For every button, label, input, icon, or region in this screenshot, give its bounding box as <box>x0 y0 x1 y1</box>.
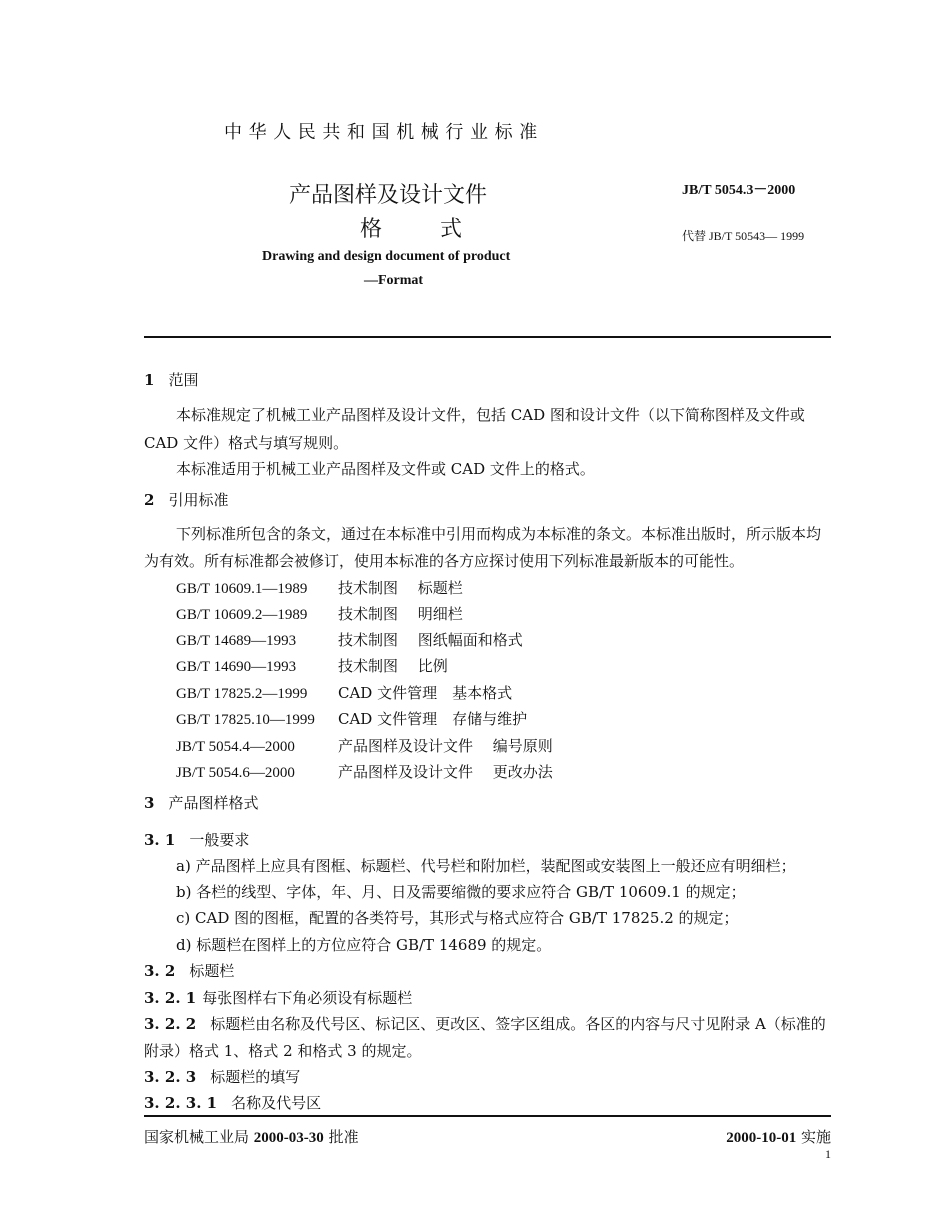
reference-code: JB/T 5054.4—2000 <box>176 739 295 755</box>
section-number: 3. 2 <box>144 962 176 980</box>
subsection-3-2-1 <box>144 987 412 1008</box>
reference-title: 技术制图 标题栏 <box>338 579 463 597</box>
section-title: 标题栏 <box>189 962 235 980</box>
section-number: 3. 2. 3 <box>144 1068 197 1086</box>
subtitle-en: —Format <box>364 273 424 288</box>
reference-item <box>176 655 448 676</box>
approve-date: 2000-03-30 <box>253 1130 324 1146</box>
reference-title: 技术制图 比例 <box>338 657 448 675</box>
header-rule <box>144 336 831 338</box>
paragraph: CAD 文件）格式与填写规则。 <box>144 434 349 452</box>
approve-label: 批准 <box>328 1128 359 1146</box>
section-number: 3. 2. 3. 1 <box>144 1094 218 1112</box>
section-number: 3 <box>144 794 155 812</box>
reference-title: CAD 文件管理 基本格式 <box>338 684 513 702</box>
reference-code: GB/T 17825.10—1999 <box>176 712 315 728</box>
standard-org: 中华人民共和国机械行业标准 <box>224 122 544 143</box>
list-item: b) 各栏的线型、字体，年、月、日及需要缩微的要求应符合 GB/T 10609.1 的规定； <box>176 883 746 901</box>
reference-item <box>176 735 553 756</box>
reference-item <box>176 682 512 703</box>
reference-title: 产品图样及设计文件 编号原则 <box>338 737 553 755</box>
list-item: c) CAD 图的图框，配置的各类符号，其形式与格式应符合 GB/T 17825.2 的规定； <box>176 909 739 927</box>
footer-rule <box>144 1115 831 1117</box>
paragraph: 为有效。所有标准都会被修订，使用本标准的各方应探讨使用下列标准最新版本的可能性。 <box>144 552 745 570</box>
reference-item <box>176 629 523 650</box>
title-cn-line1: 产品图样及设计文件 <box>289 183 488 208</box>
reference-item <box>176 577 463 598</box>
reference-title: 技术制图 明细栏 <box>338 605 463 623</box>
reference-code: GB/T 14690—1993 <box>176 659 297 675</box>
title-cn-line2: 格 式 <box>360 217 481 242</box>
section-title: 引用标准 <box>168 491 229 509</box>
subsection-3-2-3 <box>144 1066 300 1087</box>
paragraph: 下列标准所包含的条文，通过在本标准中引用而构成为本标准的条文。本标准出版时，所示版本均 <box>176 525 822 543</box>
standard-code: JB/T 5054.3－2000 <box>682 183 796 198</box>
reference-title: 技术制图 图纸幅面和格式 <box>338 631 523 649</box>
replaces-note: 代替 JB/T 50543— 1999 <box>682 229 805 243</box>
reference-code: JB/T 5054.6—2000 <box>176 765 295 781</box>
reference-title: 产品图样及设计文件 更改办法 <box>338 763 553 781</box>
paragraph: 本标准适用于机械工业产品图样及文件或 CAD 文件上的格式。 <box>176 460 595 478</box>
footer-effective <box>726 1126 831 1147</box>
subsection-3-2-3-1 <box>144 1092 321 1113</box>
list-item: d) 标题栏在图样上的方位应符合 GB/T 14689 的规定。 <box>176 936 552 954</box>
subsection-3-2-heading <box>144 960 234 981</box>
section-title: 产品图样格式 <box>168 794 259 812</box>
section-number: 2 <box>144 491 155 509</box>
section-number: 3. 1 <box>144 831 176 849</box>
section-text: 名称及代号区 <box>231 1094 322 1112</box>
subsection-3-2-2 <box>144 1013 826 1034</box>
section-text: 标题栏的填写 <box>210 1068 301 1086</box>
reference-title: CAD 文件管理 存储与维护 <box>338 710 528 728</box>
reference-code: GB/T 17825.2—1999 <box>176 686 308 702</box>
section-number: 3. 2. 2 <box>144 1015 197 1033</box>
reference-item <box>176 761 553 782</box>
section-number: 3. 2. 1 <box>144 989 197 1007</box>
reference-code: GB/T 10609.2—1989 <box>176 607 308 623</box>
subsection-3-1-heading <box>144 829 249 850</box>
issuer: 国家机械工业局 <box>144 1128 250 1146</box>
paragraph: 附录）格式 1、格式 2 和格式 3 的规定。 <box>144 1042 422 1060</box>
footer-approval <box>144 1126 359 1147</box>
page-number: 1 <box>825 1147 831 1161</box>
section-title: 范围 <box>168 371 199 389</box>
title-en: Drawing and design document of product <box>262 249 511 264</box>
section-number: 1 <box>144 371 155 389</box>
section-text: 标题栏由名称及代号区、标记区、更改区、签字区组成。各区的内容与尺寸见附录 A（标准的 <box>210 1015 826 1033</box>
reference-code: GB/T 14689—1993 <box>176 633 297 649</box>
section-1-heading <box>144 369 198 390</box>
reference-item <box>176 603 463 624</box>
section-text: 每张图样右下角必须设有标题栏 <box>202 989 413 1007</box>
list-item: a) 产品图样上应具有图框、标题栏、代号栏和附加栏，装配图或安装图上一般还应有明细栏； <box>176 857 796 875</box>
reference-code: GB/T 10609.1—1989 <box>176 581 308 597</box>
section-2-heading <box>144 489 228 510</box>
section-title: 一般要求 <box>189 831 250 849</box>
reference-item <box>176 708 527 729</box>
effective-label: 实施 <box>800 1128 831 1146</box>
effective-date: 2000-10-01 <box>726 1130 797 1146</box>
paragraph: 本标准规定了机械工业产品图样及设计文件，包括 CAD 图和设计文件（以下简称图样及文件或 <box>176 406 805 424</box>
section-3-heading <box>144 792 258 813</box>
